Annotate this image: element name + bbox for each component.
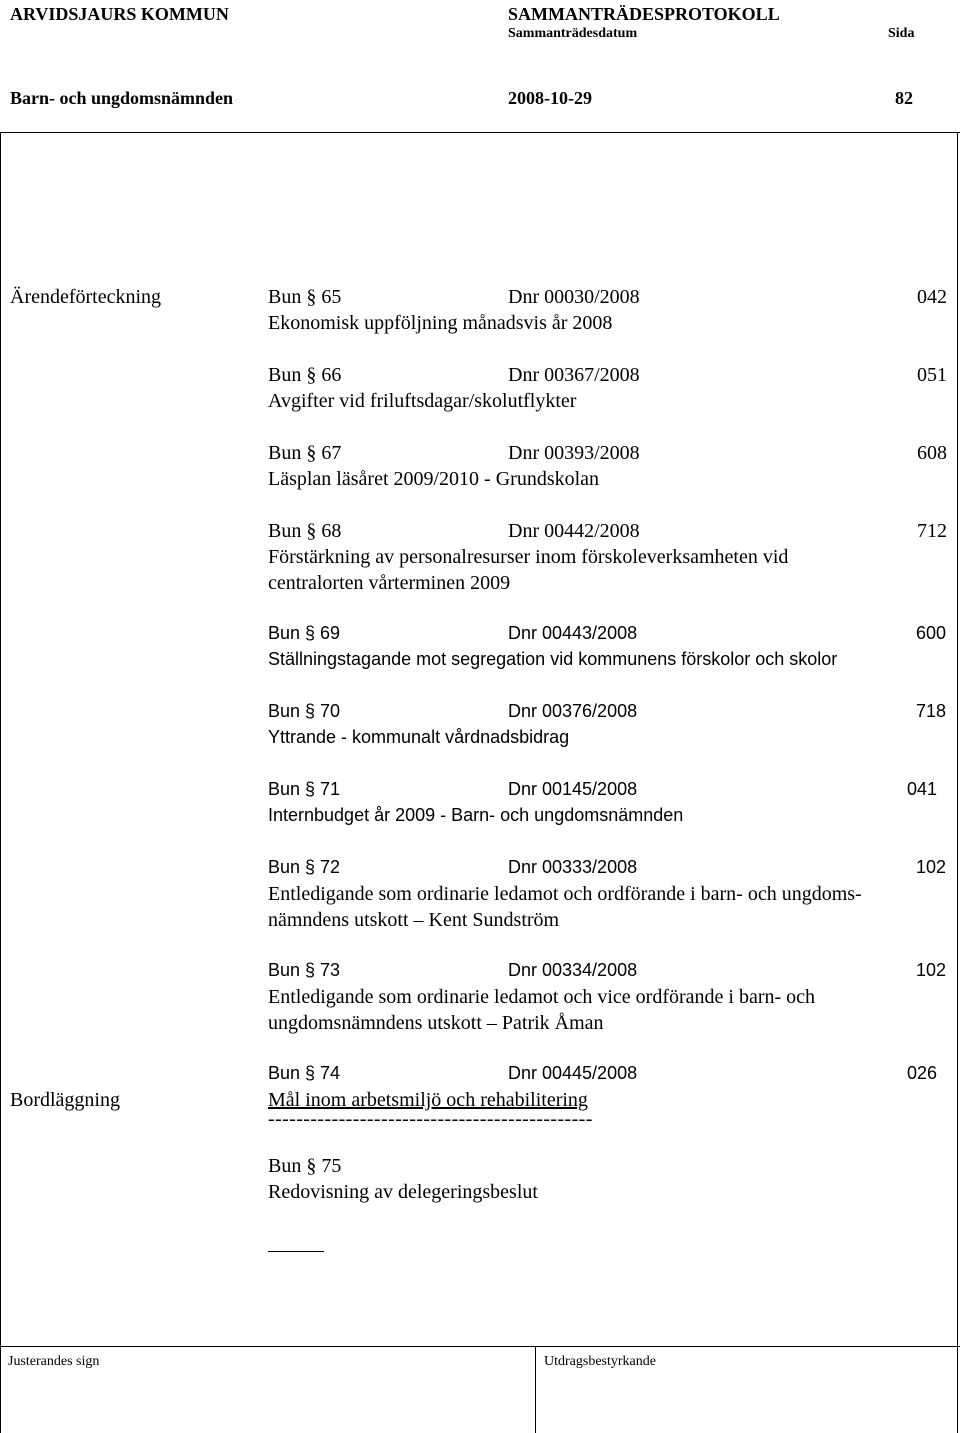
archive-code: 041 bbox=[907, 779, 938, 799]
diary-number: Dnr 00376/2008 bbox=[508, 701, 638, 721]
paragraph-number: Bun § 69 bbox=[268, 623, 341, 643]
diary-number: Dnr 00445/2008 bbox=[508, 1063, 638, 1083]
item-title: Entledigande som ordinarie ledamot och ordförande i barn- och ungdoms- bbox=[268, 883, 862, 905]
frame-left-line bbox=[0, 132, 1, 1433]
committee-name: Barn- och ungdomsnämnden bbox=[10, 88, 234, 108]
archive-code: 042 bbox=[917, 286, 947, 308]
diary-number: Dnr 00030/2008 bbox=[508, 286, 640, 308]
diary-number: Dnr 00334/2008 bbox=[508, 960, 638, 980]
frame-top-line bbox=[0, 132, 960, 133]
item-title: Entledigande som ordinarie ledamot och vice ordförande i barn- och bbox=[268, 986, 816, 1008]
item-title: Läsplan läsåret 2009/2010 - Grundskolan bbox=[268, 468, 600, 490]
paragraph-number: Bun § 67 bbox=[268, 442, 342, 464]
certified-label: Utdragsbestyrkande bbox=[544, 1354, 656, 1369]
item-title: Redovisning av delegeringsbeslut bbox=[268, 1181, 538, 1203]
paragraph-number: Bun § 71 bbox=[268, 779, 341, 799]
frame-footer-line bbox=[0, 1346, 960, 1347]
diary-number: Dnr 00393/2008 bbox=[508, 442, 640, 464]
end-rule bbox=[268, 1251, 324, 1252]
item-title-cont: nämndens utskott – Kent Sundström bbox=[268, 909, 560, 931]
item-title: Ställningstagande mot segregation vid kommunens förskolor och skolor bbox=[268, 649, 838, 669]
paragraph-number: Bun § 72 bbox=[268, 857, 341, 877]
frame-right-line bbox=[957, 132, 958, 1433]
item-title-cont: ungdomsnämndens utskott – Patrik Åman bbox=[268, 1012, 604, 1034]
paragraph-number: Bun § 75 bbox=[268, 1155, 342, 1177]
page-label: Sida bbox=[888, 26, 915, 41]
archive-code: 102 bbox=[916, 857, 947, 877]
item-title: Internbudget år 2009 - Barn- och ungdomsnämnden bbox=[268, 805, 684, 825]
archive-code: 051 bbox=[917, 364, 947, 386]
separator-line: ---------------------------------------------- bbox=[268, 1108, 593, 1130]
item-title-cont: centralorten vårterminen 2009 bbox=[268, 572, 511, 594]
index-label: Ärendeförteckning bbox=[10, 286, 162, 308]
footer-divider bbox=[535, 1346, 536, 1433]
item-title: Mål inom arbetsmiljö och rehabilitering bbox=[268, 1089, 588, 1111]
item-title: Förstärkning av personalresurser inom förskoleverksamheten vid bbox=[268, 546, 789, 568]
archive-code: 600 bbox=[916, 623, 947, 643]
paragraph-number: Bun § 68 bbox=[268, 520, 342, 542]
paragraph-number: Bun § 66 bbox=[268, 364, 342, 386]
item-title: Ekonomisk uppföljning månadsvis år 2008 bbox=[268, 312, 613, 334]
archive-code: 026 bbox=[907, 1063, 938, 1083]
diary-number: Dnr 00145/2008 bbox=[508, 779, 638, 799]
paragraph-number: Bun § 70 bbox=[268, 701, 341, 721]
archive-code: 102 bbox=[916, 960, 947, 980]
archive-code: 712 bbox=[917, 520, 947, 542]
meeting-date: 2008-10-29 bbox=[508, 88, 592, 108]
tabled-label: Bordläggning bbox=[10, 1089, 120, 1111]
date-label: Sammanträdesdatum bbox=[508, 26, 638, 41]
diary-number: Dnr 00443/2008 bbox=[508, 623, 638, 643]
diary-number: Dnr 00367/2008 bbox=[508, 364, 640, 386]
diary-number: Dnr 00333/2008 bbox=[508, 857, 638, 877]
page-number: 82 bbox=[895, 88, 913, 108]
paragraph-number: Bun § 73 bbox=[268, 960, 341, 980]
item-title: Avgifter vid friluftsdagar/skolutflykter bbox=[268, 390, 577, 412]
archive-code: 718 bbox=[916, 701, 947, 721]
item-title: Yttrande - kommunalt vårdnadsbidrag bbox=[268, 727, 570, 747]
sign-label: Justerandes sign bbox=[8, 1354, 100, 1369]
diary-number: Dnr 00442/2008 bbox=[508, 520, 640, 542]
archive-code: 608 bbox=[917, 442, 947, 464]
paragraph-number: Bun § 74 bbox=[268, 1063, 341, 1083]
paragraph-number: Bun § 65 bbox=[268, 286, 342, 308]
document-type: SAMMANTRÄDESPROTOKOLL bbox=[508, 4, 780, 24]
municipality-name: ARVIDSJAURS KOMMUN bbox=[10, 4, 229, 24]
